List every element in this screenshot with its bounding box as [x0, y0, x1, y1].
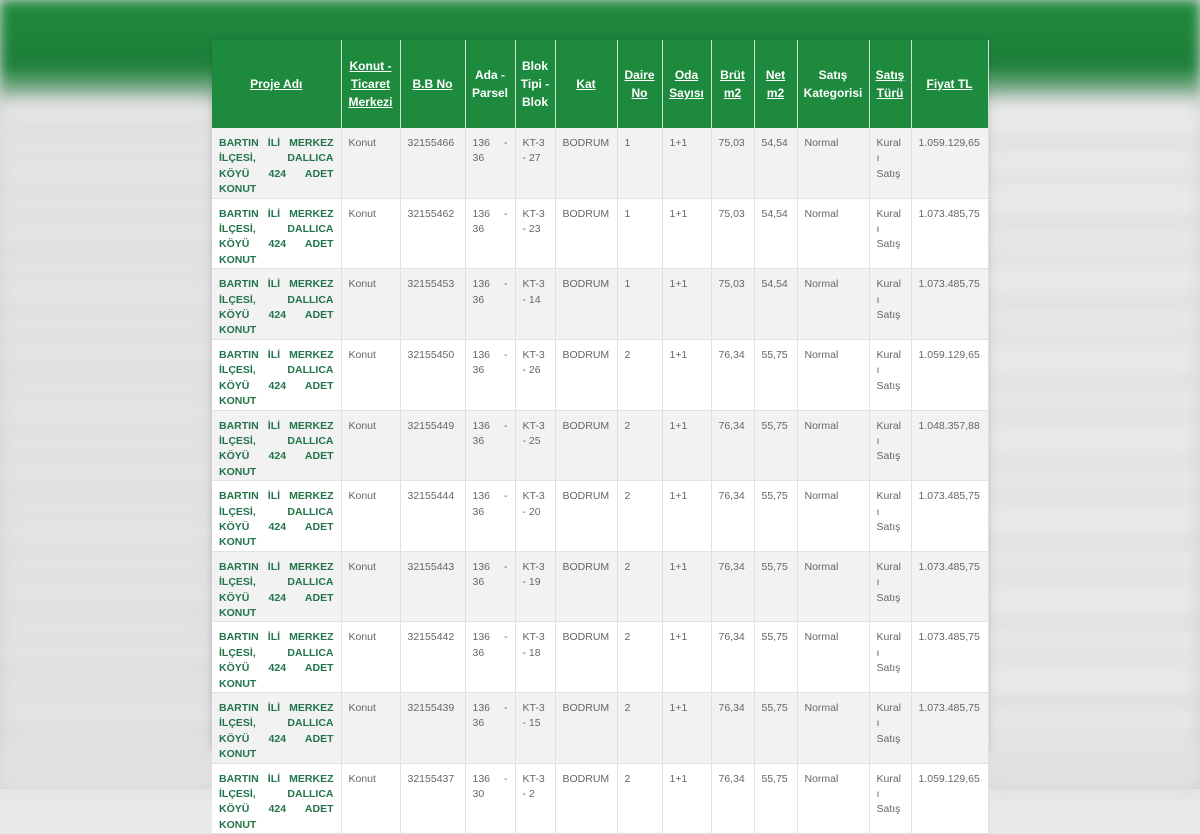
- cell-proje: BARTIN İLİ MERKEZ İLÇESİ, DALLICA KÖYÜ 424 ADET KONUT: [212, 410, 341, 481]
- sort-link[interactable]: Oda Sayısı: [669, 68, 704, 100]
- cell-tur: Konut: [341, 693, 400, 764]
- cell-satis-turu: Kuralı Satış: [869, 763, 911, 834]
- cell-net: 55,75: [754, 551, 797, 622]
- cell-tur: Konut: [341, 269, 400, 340]
- cell-kat: BODRUM: [555, 198, 617, 269]
- cell-ada-parsel: 136 - 30: [465, 763, 515, 834]
- cell-tur: Konut: [341, 339, 400, 410]
- cell-bb-no: 32155449: [400, 410, 465, 481]
- cell-blok: KT-3 - 27: [515, 128, 555, 198]
- cell-kategori: Normal: [797, 481, 869, 552]
- cell-satis-turu: Kuralı Satış: [869, 339, 911, 410]
- cell-proje: BARTIN İLİ MERKEZ İLÇESİ, DALLICA KÖYÜ 424 ADET KONUT: [212, 128, 341, 198]
- col-header-konut-ticaret[interactable]: [341, 40, 400, 128]
- cell-satis-turu: Kuralı Satış: [869, 198, 911, 269]
- cell-bb-no: 32155437: [400, 763, 465, 834]
- cell-fiyat: 1.073.485,75: [911, 693, 988, 764]
- cell-daire-no: 2: [617, 763, 662, 834]
- cell-tur: Konut: [341, 198, 400, 269]
- cell-fiyat: 1.059.129,65: [911, 763, 988, 834]
- cell-satis-turu: Kuralı Satış: [869, 128, 911, 198]
- sort-link[interactable]: Daire No: [624, 68, 655, 100]
- cell-kat: BODRUM: [555, 410, 617, 481]
- cell-proje: BARTIN İLİ MERKEZ İLÇESİ, DALLICA KÖYÜ 424 ADET KONUT: [212, 622, 341, 693]
- cell-blok: KT-3 - 23: [515, 198, 555, 269]
- cell-bb-no: 32155466: [400, 128, 465, 198]
- cell-daire-no: 2: [617, 339, 662, 410]
- cell-proje: BARTIN İLİ MERKEZ İLÇESİ, DALLICA KÖYÜ 424 ADET KONUT: [212, 693, 341, 764]
- cell-bb-no: 32155453: [400, 269, 465, 340]
- cell-fiyat: 1.073.485,75: [911, 622, 988, 693]
- sort-link[interactable]: B.B No: [412, 77, 453, 91]
- cell-brut: 75,03: [711, 269, 754, 340]
- col-header-kat[interactable]: [555, 40, 617, 128]
- cell-fiyat: 1.048.357,88: [911, 410, 988, 481]
- cell-kategori: Normal: [797, 763, 869, 834]
- table-row: [212, 410, 988, 481]
- cell-oda: 1+1: [662, 622, 711, 693]
- cell-net: 55,75: [754, 410, 797, 481]
- cell-proje: BARTIN İLİ MERKEZ İLÇESİ, DALLICA KÖYÜ 424 ADET KONUT: [212, 339, 341, 410]
- cell-daire-no: 2: [617, 410, 662, 481]
- cell-blok: KT-3 - 19: [515, 551, 555, 622]
- cell-kategori: Normal: [797, 269, 869, 340]
- table-row: [212, 269, 988, 340]
- cell-fiyat: 1.073.485,75: [911, 269, 988, 340]
- cell-kategori: Normal: [797, 410, 869, 481]
- cell-daire-no: 1: [617, 198, 662, 269]
- cell-kategori: Normal: [797, 551, 869, 622]
- table-row: [212, 481, 988, 552]
- cell-bb-no: 32155462: [400, 198, 465, 269]
- cell-oda: 1+1: [662, 198, 711, 269]
- cell-bb-no: 32155439: [400, 693, 465, 764]
- cell-ada-parsel: 136 - 36: [465, 410, 515, 481]
- cell-proje: BARTIN İLİ MERKEZ İLÇESİ, DALLICA KÖYÜ 424 ADET KONUT: [212, 269, 341, 340]
- cell-kat: BODRUM: [555, 622, 617, 693]
- col-header-net-m2[interactable]: [754, 40, 797, 128]
- cell-oda: 1+1: [662, 551, 711, 622]
- listing-panel: [212, 40, 988, 831]
- cell-blok: KT-3 - 18: [515, 622, 555, 693]
- sort-link[interactable]: Net m2: [765, 68, 786, 100]
- cell-ada-parsel: 136 - 36: [465, 269, 515, 340]
- table-row: [212, 198, 988, 269]
- cell-proje: BARTIN İLİ MERKEZ İLÇESİ, DALLICA KÖYÜ 424 ADET KONUT: [212, 481, 341, 552]
- cell-satis-turu: Kuralı Satış: [869, 481, 911, 552]
- cell-brut: 76,34: [711, 693, 754, 764]
- table-row: [212, 693, 988, 764]
- cell-daire-no: 2: [617, 622, 662, 693]
- col-header-satis-turu[interactable]: [869, 40, 911, 128]
- table-row: [212, 128, 988, 198]
- table-row: [212, 551, 988, 622]
- cell-fiyat: 1.073.485,75: [911, 551, 988, 622]
- cell-satis-turu: Kuralı Satış: [869, 622, 911, 693]
- cell-kat: BODRUM: [555, 481, 617, 552]
- cell-tur: Konut: [341, 763, 400, 834]
- cell-ada-parsel: 136 - 36: [465, 622, 515, 693]
- cell-tur: Konut: [341, 481, 400, 552]
- sort-link[interactable]: Brüt m2: [720, 68, 745, 100]
- col-header-daire-no[interactable]: [617, 40, 662, 128]
- cell-daire-no: 1: [617, 128, 662, 198]
- cell-kategori: Normal: [797, 339, 869, 410]
- cell-daire-no: 2: [617, 481, 662, 552]
- table-row: [212, 763, 988, 834]
- cell-net: 55,75: [754, 339, 797, 410]
- sort-link[interactable]: Kat: [576, 77, 596, 91]
- cell-kat: BODRUM: [555, 763, 617, 834]
- blurred-right-content: [986, 100, 1200, 789]
- cell-kategori: Normal: [797, 622, 869, 693]
- cell-brut: 76,34: [711, 763, 754, 834]
- cell-kat: BODRUM: [555, 693, 617, 764]
- cell-satis-turu: Kuralı Satış: [869, 693, 911, 764]
- cell-proje: BARTIN İLİ MERKEZ İLÇESİ, DALLICA KÖYÜ 424 ADET KONUT: [212, 551, 341, 622]
- cell-net: 55,75: [754, 763, 797, 834]
- cell-oda: 1+1: [662, 269, 711, 340]
- cell-oda: 1+1: [662, 763, 711, 834]
- col-header-proje-adi[interactable]: [212, 40, 341, 128]
- col-header-oda-sayisi[interactable]: [662, 40, 711, 128]
- cell-bb-no: 32155442: [400, 622, 465, 693]
- col-header-brut-m2[interactable]: [711, 40, 754, 128]
- cell-daire-no: 2: [617, 693, 662, 764]
- cell-brut: 76,34: [711, 551, 754, 622]
- cell-kat: BODRUM: [555, 128, 617, 198]
- cell-satis-turu: Kuralı Satış: [869, 551, 911, 622]
- cell-brut: 76,34: [711, 622, 754, 693]
- cell-kat: BODRUM: [555, 339, 617, 410]
- cell-brut: 76,34: [711, 410, 754, 481]
- cell-brut: 75,03: [711, 198, 754, 269]
- cell-bb-no: 32155443: [400, 551, 465, 622]
- cell-net: 55,75: [754, 693, 797, 764]
- header-label: Ada - Parsel: [471, 68, 509, 100]
- cell-ada-parsel: 136 - 36: [465, 481, 515, 552]
- cell-tur: Konut: [341, 622, 400, 693]
- col-header-satis-kategorisi: [797, 40, 869, 128]
- cell-daire-no: 1: [617, 269, 662, 340]
- cell-kategori: Normal: [797, 693, 869, 764]
- cell-oda: 1+1: [662, 481, 711, 552]
- cell-net: 54,54: [754, 198, 797, 269]
- cell-net: 55,75: [754, 481, 797, 552]
- cell-blok: KT-3 - 20: [515, 481, 555, 552]
- cell-fiyat: 1.059.129,65: [911, 339, 988, 410]
- cell-ada-parsel: 136 - 36: [465, 551, 515, 622]
- cell-brut: 76,34: [711, 481, 754, 552]
- cell-kategori: Normal: [797, 128, 869, 198]
- col-header-ada-parsel: [465, 40, 515, 128]
- cell-bb-no: 32155450: [400, 339, 465, 410]
- cell-kategori: Normal: [797, 198, 869, 269]
- col-header-blok: [515, 40, 555, 128]
- cell-oda: 1+1: [662, 693, 711, 764]
- col-header-bb-no[interactable]: [400, 40, 465, 128]
- cell-ada-parsel: 136 - 36: [465, 693, 515, 764]
- header-label: Satış Kategorisi: [803, 68, 863, 100]
- cell-fiyat: 1.059.129,65: [911, 128, 988, 198]
- sort-link[interactable]: Satış Türü: [875, 68, 905, 100]
- cell-brut: 76,34: [711, 339, 754, 410]
- table-row: [212, 339, 988, 410]
- cell-ada-parsel: 136 - 36: [465, 339, 515, 410]
- sort-link[interactable]: Konut - Ticaret Merkezi: [348, 59, 393, 109]
- cell-blok: KT-3 - 26: [515, 339, 555, 410]
- col-header-fiyat[interactable]: [911, 40, 988, 128]
- cell-ada-parsel: 136 - 36: [465, 198, 515, 269]
- table-row: [212, 622, 988, 693]
- cell-oda: 1+1: [662, 410, 711, 481]
- cell-satis-turu: Kuralı Satış: [869, 269, 911, 340]
- cell-net: 55,75: [754, 622, 797, 693]
- cell-blok: KT-3 - 25: [515, 410, 555, 481]
- blurred-left-content: [0, 100, 213, 789]
- cell-blok: KT-3 - 15: [515, 693, 555, 764]
- cell-ada-parsel: 136 - 36: [465, 128, 515, 198]
- cell-proje: BARTIN İLİ MERKEZ İLÇESİ, DALLICA KÖYÜ 424 ADET KONUT: [212, 763, 341, 834]
- cell-tur: Konut: [341, 551, 400, 622]
- cell-blok: KT-3 - 14: [515, 269, 555, 340]
- cell-fiyat: 1.073.485,75: [911, 481, 988, 552]
- cell-proje: BARTIN İLİ MERKEZ İLÇESİ, DALLICA KÖYÜ 424 ADET KONUT: [212, 198, 341, 269]
- cell-satis-turu: Kuralı Satış: [869, 410, 911, 481]
- cell-net: 54,54: [754, 269, 797, 340]
- table-header-row: [212, 40, 988, 128]
- cell-tur: Konut: [341, 410, 400, 481]
- sort-link[interactable]: Proje Adı: [250, 77, 303, 91]
- housing-listing-table: [212, 40, 989, 834]
- cell-oda: 1+1: [662, 128, 711, 198]
- cell-daire-no: 2: [617, 551, 662, 622]
- sort-link[interactable]: Fiyat TL: [926, 77, 973, 91]
- cell-blok: KT-3 - 2: [515, 763, 555, 834]
- cell-bb-no: 32155444: [400, 481, 465, 552]
- cell-brut: 75,03: [711, 128, 754, 198]
- cell-kat: BODRUM: [555, 269, 617, 340]
- cell-kat: BODRUM: [555, 551, 617, 622]
- cell-tur: Konut: [341, 128, 400, 198]
- cell-net: 54,54: [754, 128, 797, 198]
- header-label: Blok Tipi - Blok: [520, 59, 550, 109]
- cell-fiyat: 1.073.485,75: [911, 198, 988, 269]
- cell-oda: 1+1: [662, 339, 711, 410]
